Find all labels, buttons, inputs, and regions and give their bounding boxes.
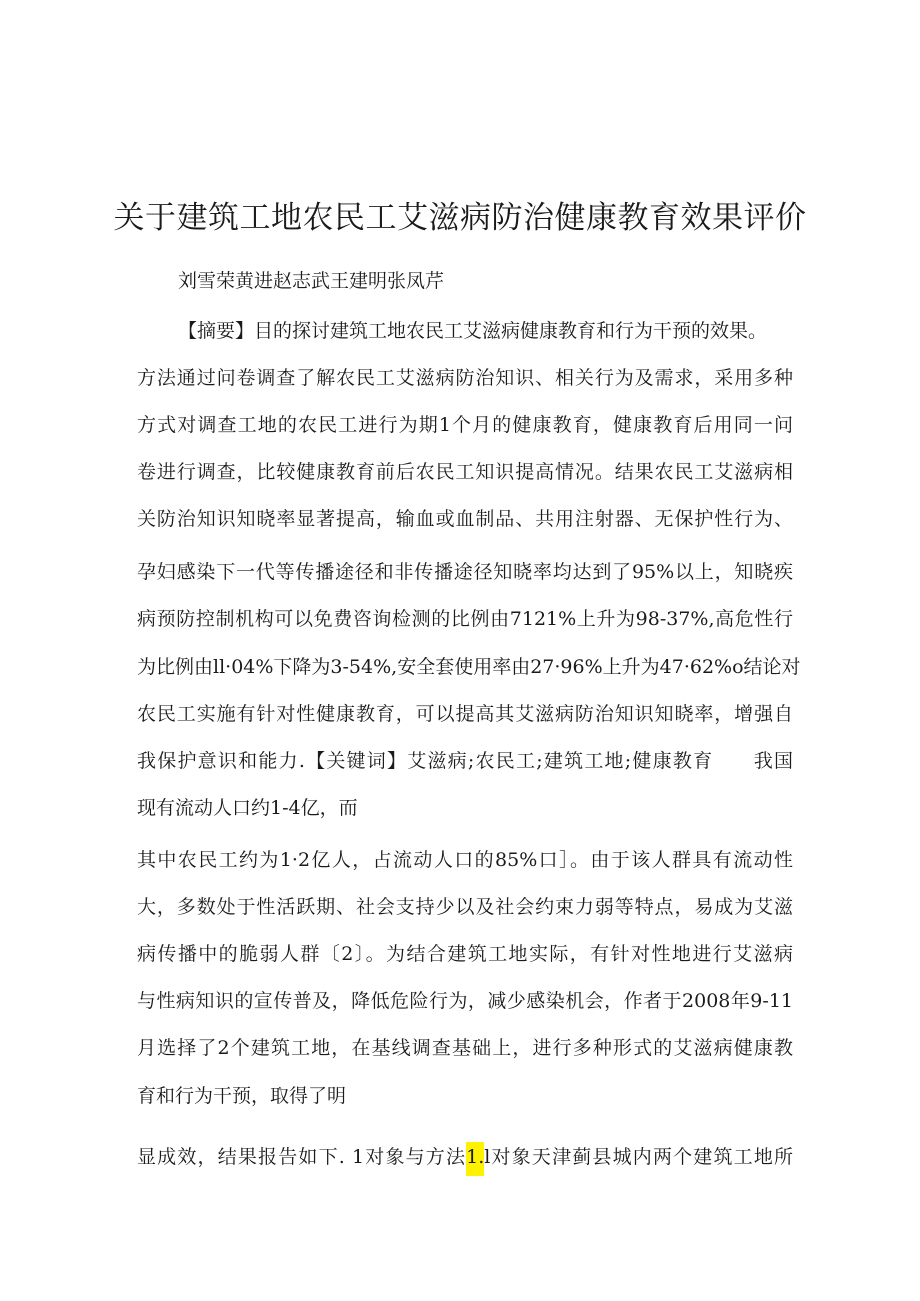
body-line: 月选择了2个建筑工地，在基线调查基础上，进行多种形式的艾滋病健康教 bbox=[137, 1037, 793, 1059]
abstract-line: 我保护意识和能力.【关键词】艾滋病;农民工;建筑工地;健康教育 我国 bbox=[137, 750, 793, 772]
abstract-line: 关防治知识知晓率显著提高，输血或血制品、共用注射器、无保护性行为、 bbox=[137, 508, 793, 530]
highlighted-text: 1. bbox=[466, 1142, 484, 1176]
abstract-line: 方式对调查工地的农民工进行为期1个月的健康教育，健康教育后用同一问 bbox=[137, 414, 793, 436]
body-line: 其中农民工约为1·2亿人，占流动人口的85%口］。由于该人群具有流动性 bbox=[137, 849, 793, 871]
body-line: 与性病知识的宣传普及，降低危险行为，减少感染机会，作者于2008年9-11 bbox=[137, 990, 793, 1012]
body-line-last bbox=[137, 1144, 793, 1170]
abstract-line: 卷进行调查，比较健康教育前后农民工知识提高情况。结果农民工艾滋病相 bbox=[137, 461, 793, 483]
abstract-line: 农民工实施有针对性健康教育，可以提高其艾滋病防治知识知晓率，增强自 bbox=[137, 703, 793, 725]
body-line: 育和行为干预，取得了明 bbox=[137, 1085, 347, 1107]
body-line: 病传播中的脆弱人群〔2〕。为结合建筑工地实际，有针对性地进行艾滋病 bbox=[137, 943, 793, 965]
author-line: 刘雪荣黄进赵志武王建明张凤芹 bbox=[178, 270, 445, 292]
abstract-line: 【摘要】目的探讨建筑工地农民工艾滋病健康教育和行为干预的效果。 bbox=[178, 320, 768, 342]
abstract-line: 为比例由ll·04%下降为3-54%,安全套使用率由27·96%上升为47·62%o结论对 bbox=[137, 656, 801, 678]
document-title: 关于建筑工地农民工艾滋病防治健康教育效果评价 bbox=[113, 200, 807, 236]
text-segment: l对象天津蓟县城内两个建筑工地所 bbox=[484, 1146, 794, 1168]
abstract-line: 病预防控制机构可以免费咨询检测的比例由7121%上升为98-37%,高危性行 bbox=[137, 608, 793, 630]
body-line: 大，多数处于性活跃期、社会支持少以及社会约束力弱等特点，易成为艾滋 bbox=[137, 896, 793, 918]
abstract-line: 孕妇感染下一代等传播途径和非传播途径知晓率均达到了95%以上，知晓疾 bbox=[137, 561, 793, 583]
body-line: 现有流动人口约1-4亿，而 bbox=[137, 797, 358, 819]
abstract-line: 方法通过问卷调查了解农民工艾滋病防治知识、相关行为及需求，采用多种 bbox=[137, 367, 793, 389]
text-segment: 显成效，结果报告如下. 1对象与方法 bbox=[137, 1146, 467, 1168]
